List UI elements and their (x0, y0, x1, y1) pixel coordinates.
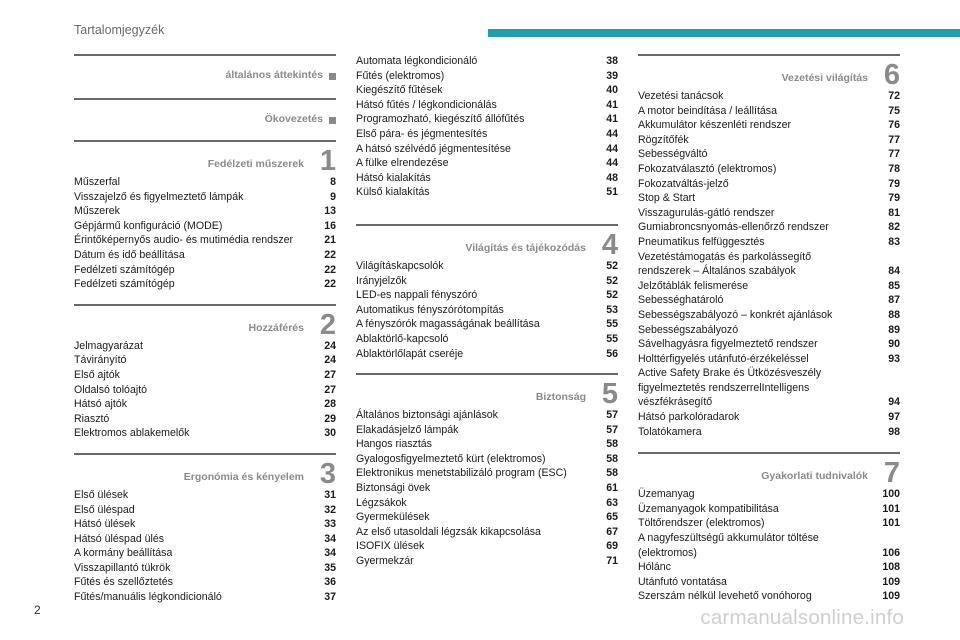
toc-entry-title: Active Safety Brake és Ütközésveszély figyelmeztetés rendszerrelIntelligens vészfékrásegítő (638, 367, 822, 409)
toc-entry-page: 36 (324, 576, 336, 589)
toc-entry[interactable] (638, 425, 900, 440)
toc-entry-page: 33 (324, 518, 336, 531)
toc-entry-title: Gyalogosfigyelmeztető kürt (elektromos) (356, 452, 546, 465)
toc-entry-title: Sebességhatároló (638, 294, 724, 307)
toc-entry-page: 78 (888, 162, 900, 175)
toc-entry[interactable] (638, 147, 900, 162)
toc-entry-title: Világításkapcsolók (356, 259, 444, 272)
toc-entry[interactable] (74, 219, 336, 234)
toc-entry-title: A hátsó szélvédő jégmentesítése (356, 142, 511, 155)
toc-entry-page: 13 (324, 205, 336, 218)
toc-entry[interactable] (74, 397, 336, 412)
toc-entry[interactable] (74, 353, 336, 368)
toc-entry-page: 109 (882, 590, 900, 603)
toc-entry-title: Elektromos ablakemelők (74, 427, 190, 440)
toc-entry[interactable] (638, 352, 900, 367)
toc-section (74, 54, 336, 86)
toc-entry[interactable] (74, 426, 336, 441)
toc-entry-title: Vezetési tanácsok (638, 90, 724, 102)
toc-entry[interactable] (356, 481, 618, 496)
toc-entry[interactable] (74, 546, 336, 561)
toc-entry-title: Fűtés és szellőztetés (74, 576, 173, 589)
toc-entry-title: Első ajtók (74, 368, 120, 381)
toc-entry-title: Műszerfal (74, 176, 120, 188)
toc-column-3 (638, 54, 900, 604)
toc-section (74, 98, 336, 130)
toc-entry[interactable] (356, 303, 618, 318)
toc-entry[interactable] (356, 54, 618, 69)
toc-entry-title: Gépjármű konfiguráció (MODE) (74, 219, 223, 232)
toc-entry-title: Hátsó parkolóradarok (638, 411, 740, 424)
toc-entry-title: Biztonsági övek (356, 482, 431, 495)
toc-entry-page: 22 (324, 263, 336, 276)
toc-section (356, 224, 618, 361)
toc-entry-page: 44 (606, 127, 618, 140)
toc-section (638, 54, 900, 439)
toc-entry-page: 71 (606, 555, 618, 568)
toc-entry-page: 48 (606, 171, 618, 184)
section-header (638, 54, 900, 89)
toc-entry[interactable] (356, 408, 618, 423)
toc-entry-page: 106 (882, 546, 900, 559)
toc-entry[interactable] (356, 127, 618, 142)
toc-entry-page: 52 (606, 289, 618, 302)
toc-entry[interactable] (74, 190, 336, 205)
toc-entry-title: Sebességszabályozó (638, 323, 739, 336)
toc-entry-title: Első üléspad (74, 503, 135, 516)
toc-section (356, 373, 618, 569)
toc-entry-page: 39 (606, 69, 618, 82)
toc-entry-title: Automatikus fényszórótompítás (356, 303, 504, 316)
toc-entry-title: Visszajelző és figyelmeztető lámpák (74, 190, 244, 203)
toc-entry[interactable] (638, 250, 900, 279)
toc-entry-title: Elektronikus menetstabilizáló program (ESC) (356, 467, 567, 480)
toc-entry-title: Fűtés/manuális légkondicionáló (74, 591, 222, 604)
toc-entry-title: Első ülések (74, 488, 129, 501)
toc-entry-title: A fülke elrendezése (356, 157, 449, 170)
toc-entry-page: 88 (888, 308, 900, 321)
toc-entry[interactable] (638, 410, 900, 425)
toc-entry-title: Fokozatváltás-jelző (638, 177, 729, 190)
toc-entry-title: Légzsákok (356, 496, 407, 509)
toc-entry-title: Dátum és idő beállítása (74, 248, 185, 261)
toc-entry-page: 55 (606, 332, 618, 345)
toc-entry-page: 87 (888, 294, 900, 307)
toc-entry-title: Elakadásjelző lámpák (356, 423, 459, 436)
toc-entry-page: 84 (888, 265, 900, 278)
toc-entry-page: 97 (888, 411, 900, 424)
toc-entry[interactable] (638, 502, 900, 517)
toc-entry-title: Üzemanyagok kompatibilitása (638, 502, 779, 515)
toc-entry[interactable] (74, 590, 336, 605)
toc-section (74, 453, 336, 605)
toc-entry[interactable] (74, 277, 336, 292)
toc-entry-page: 38 (606, 55, 618, 67)
toc-entry-title: Automata légkondicionáló (356, 55, 478, 67)
section-header (356, 373, 618, 411)
toc-entry[interactable] (356, 288, 618, 303)
toc-entry-title: A nagyfeszültségű akkumulátor töltése (elektromos) (638, 532, 819, 559)
toc-entry-title: Töltőrendszer (elektromos) (638, 517, 765, 530)
toc-entry-page: 21 (324, 234, 336, 247)
toc-entry-title: Programozható, kiegészítő állófűtés (356, 113, 525, 126)
toc-entry[interactable] (74, 204, 336, 219)
toc-entry-title: Műszerek (74, 205, 120, 218)
toc-entry-title: Az első utasoldali légzsák kikapcsolása (356, 525, 541, 538)
toc-entry[interactable] (356, 259, 618, 274)
toc-entry[interactable] (74, 233, 336, 248)
toc-entry-title: Pneumatikus felfüggesztés (638, 235, 765, 248)
section-header (356, 224, 618, 259)
toc-entry-page: 28 (324, 398, 336, 411)
section-title: Ergonómia és kényelem (183, 470, 304, 483)
toc-entry[interactable] (356, 112, 618, 127)
toc-entry[interactable] (356, 452, 618, 467)
toc-entry[interactable] (356, 317, 618, 332)
toc-entry-page: 8 (330, 176, 336, 188)
section-square-icon (329, 73, 336, 80)
toc-entry-page: 67 (606, 525, 618, 538)
toc-entry-page: 22 (324, 278, 336, 291)
toc-entry-title: Fokozatválasztó (elektromos) (638, 162, 777, 175)
page-header-title: Tartalomjegyzék (74, 23, 165, 37)
toc-entry-title: Üzemanyag (638, 488, 695, 501)
toc-entry-title: A kormány beállítása (74, 547, 173, 560)
section-header (74, 140, 336, 175)
section-title: Hozzáférés (248, 321, 304, 334)
section-header (74, 453, 336, 488)
toc-entry[interactable] (638, 589, 900, 604)
section-number: 7 (883, 457, 900, 490)
toc-entry-title: Gyermekülések (356, 511, 430, 524)
toc-entry[interactable] (638, 308, 900, 323)
toc-entry-title: Riasztó (74, 412, 110, 425)
toc-entry-title: Általános biztonsági ajánlások (356, 409, 498, 422)
toc-entry[interactable] (74, 412, 336, 427)
toc-entry-title: Hangos riasztás (356, 438, 432, 451)
toc-entry[interactable] (638, 89, 900, 104)
section-header (74, 54, 336, 86)
section-title: Fedélzeti műszerek (207, 158, 304, 170)
toc-entry-title: Fedélzeti számítógép (74, 278, 175, 291)
toc-entry-page: 77 (888, 148, 900, 161)
watermark: carmanualsonline.info (700, 606, 904, 629)
toc-entry[interactable] (356, 423, 618, 438)
toc-entry-page: 58 (606, 452, 618, 465)
toc-entry-title: Érintőképernyős audio- és mutimédia rendszer (74, 234, 294, 247)
toc-entry-title: Hátsó ülések (74, 518, 136, 531)
toc-entry[interactable] (638, 337, 900, 352)
toc-entry-page: 52 (606, 274, 618, 287)
toc-entry-title: Akkumulátor készenléti rendszer (638, 119, 792, 132)
toc-entry-page: 69 (606, 540, 618, 553)
toc-entry-page: 57 (606, 409, 618, 422)
toc-entry-page: 53 (606, 303, 618, 316)
toc-entry-page: 79 (888, 192, 900, 205)
toc-entry-title: Rögzítőfék (638, 133, 689, 146)
toc-entry-title: Ablaktörlőlapát cseréje (356, 347, 464, 360)
toc-entry[interactable] (356, 274, 618, 289)
toc-entry-page: 27 (324, 368, 336, 381)
toc-entry[interactable] (356, 83, 618, 98)
toc-entry-page: 52 (606, 259, 618, 272)
toc-entry[interactable] (638, 531, 900, 560)
toc-entry[interactable] (74, 575, 336, 590)
toc-entry-title: Vezetéstámogatás és parkolássegítő rendszerek – Általános szabályok (638, 250, 812, 278)
toc-entry[interactable] (638, 487, 900, 502)
toc-entry[interactable] (638, 575, 900, 590)
toc-column-2 (356, 54, 618, 569)
toc-entry[interactable] (356, 539, 618, 554)
toc-entry-title: Holttérfigyelés utánfutó-érzékeléssel (638, 352, 809, 365)
toc-entry[interactable] (356, 98, 618, 113)
toc-entry-title: Külső kialakítás (356, 186, 430, 199)
toc-entry-page: 16 (324, 219, 336, 232)
section-number: 2 (319, 308, 336, 341)
toc-entry-page: 61 (606, 482, 618, 495)
toc-entry-title: Utánfutó vontatása (638, 575, 727, 588)
toc-section (356, 54, 618, 200)
toc-entry-page: 109 (882, 575, 900, 588)
section-square-icon (329, 117, 336, 124)
toc-entry-title: Első pára- és jégmentesítés (356, 127, 488, 140)
toc-entry-title: Tolatókamera (638, 425, 702, 438)
toc-entry-page: 34 (324, 532, 336, 545)
toc-entry-page: 76 (888, 119, 900, 132)
toc-entry-page: 27 (324, 383, 336, 396)
toc-entry-title: Stop & Start (638, 192, 696, 205)
toc-entry-page: 101 (882, 517, 900, 530)
toc-entry-page: 44 (606, 142, 618, 155)
toc-entry[interactable] (74, 561, 336, 576)
toc-entry-page: 94 (888, 396, 900, 409)
toc-entry-title: Jelmagyarázat (74, 339, 143, 352)
toc-entry-page: 41 (606, 98, 618, 111)
toc-entry-page: 89 (888, 323, 900, 336)
toc-entry-page: 58 (606, 438, 618, 451)
toc-entry-page: 35 (324, 561, 336, 574)
section-title: általános áttekintés (225, 69, 323, 81)
toc-entry[interactable] (74, 339, 336, 354)
section-header (74, 98, 336, 130)
toc-entry-title: Hátsó üléspad ülés (74, 532, 165, 545)
toc-entry[interactable] (74, 368, 336, 383)
toc-entry[interactable] (74, 532, 336, 547)
toc-entry-page: 44 (606, 157, 618, 170)
toc-entry[interactable] (638, 162, 900, 177)
toc-entry-title: Jelzőtáblák felismerése (638, 279, 749, 292)
toc-entry-title: Sávelhagyásra figyelmeztető rendszer (638, 338, 818, 351)
toc-entry[interactable] (638, 206, 900, 221)
toc-entry-page: 32 (324, 503, 336, 516)
header-accent-bar (488, 29, 960, 37)
toc-entry-title: Visszagurulás-gátló rendszer (638, 206, 775, 219)
section-title: Ökovezetés (264, 113, 323, 125)
toc-entry-page: 9 (330, 190, 336, 203)
toc-entry-page: 108 (882, 561, 900, 574)
toc-entry-title: Irányjelzők (356, 274, 407, 287)
toc-entry[interactable] (356, 156, 618, 171)
toc-entry-page: 82 (888, 221, 900, 234)
section-number: 4 (601, 228, 618, 261)
toc-entry-page: 81 (888, 206, 900, 219)
section-number: 6 (883, 59, 900, 91)
toc-entry[interactable] (74, 383, 336, 398)
section-title: Világítás és tájékozódás (465, 241, 586, 254)
toc-entry-title: LED-es nappali fényszóró (356, 289, 478, 302)
toc-entry-title: Sebességváltó (638, 148, 708, 161)
toc-entry[interactable] (356, 496, 618, 511)
toc-entry-page: 40 (606, 84, 618, 97)
toc-entry-page: 51 (606, 186, 618, 199)
toc-entry[interactable] (74, 517, 336, 532)
toc-entry-page: 100 (882, 488, 900, 501)
section-title: Gyakorlati tudnivalók (761, 470, 868, 483)
toc-entry[interactable] (356, 525, 618, 540)
toc-entry[interactable] (356, 171, 618, 186)
toc-entry-title: Gyermekzár (356, 555, 414, 568)
toc-entry-page: 85 (888, 279, 900, 292)
toc-entry-page: 24 (324, 354, 336, 367)
toc-entry-title: Fedélzeti számítógép (74, 263, 175, 276)
toc-entry-page: 41 (606, 113, 618, 126)
toc-entry-title: Hátsó fűtés / légkondicionálás (356, 98, 497, 111)
toc-entry[interactable] (638, 220, 900, 235)
toc-entry[interactable] (74, 248, 336, 263)
toc-entry[interactable] (638, 104, 900, 119)
toc-entry[interactable] (638, 293, 900, 308)
toc-entry-page: 29 (324, 412, 336, 425)
toc-entry-title: Fűtés (elektromos) (356, 69, 445, 82)
toc-entry[interactable] (356, 69, 618, 84)
toc-entry-page: 34 (324, 547, 336, 560)
toc-entry-page: 90 (888, 338, 900, 351)
toc-entry[interactable] (638, 191, 900, 206)
toc-entry[interactable] (356, 554, 618, 569)
toc-section (74, 304, 336, 441)
toc-entry-page: 75 (888, 104, 900, 117)
toc-entry[interactable] (356, 466, 618, 481)
toc-entry[interactable] (356, 332, 618, 347)
toc-entry[interactable] (638, 118, 900, 133)
toc-entry-page: 77 (888, 133, 900, 146)
toc-entry-page: 101 (882, 502, 900, 515)
toc-section (638, 452, 900, 604)
toc-entry-page: 57 (606, 423, 618, 436)
toc-entry-page: 31 (324, 488, 336, 501)
toc-entry-title: Visszapillantó tükrök (74, 561, 171, 574)
toc-entry-title: Hátsó kialakítás (356, 171, 431, 184)
toc-entry-title: Oldalsó tolóajtó (74, 383, 148, 396)
toc-entry[interactable] (638, 133, 900, 148)
toc-entry[interactable] (638, 323, 900, 338)
toc-entry-title: Távirányító (74, 354, 127, 367)
section-number: 3 (319, 457, 336, 490)
toc-entry-title: Hólánc (638, 561, 671, 574)
toc-entry-title: Kiegészítő fűtések (356, 84, 443, 97)
toc-entry-page: 72 (888, 90, 900, 102)
toc-entry-title: ISOFIX ülések (356, 540, 425, 553)
toc-entry[interactable] (356, 437, 618, 452)
section-title: Biztonság (535, 391, 586, 404)
toc-entry-page: 83 (888, 235, 900, 248)
toc-entry-title: A motor beindítása / leállítása (638, 104, 777, 117)
page-number: 2 (34, 603, 41, 617)
toc-entry[interactable] (638, 516, 900, 531)
toc-entry[interactable] (356, 347, 618, 362)
section-number: 1 (319, 145, 336, 177)
toc-entry[interactable] (356, 142, 618, 157)
section-header (638, 452, 900, 490)
section-title: Vezetési világítás (781, 72, 868, 84)
toc-entry[interactable] (638, 279, 900, 294)
toc-entry[interactable] (638, 177, 900, 192)
toc-entry[interactable] (356, 510, 618, 525)
toc-column-1 (74, 54, 336, 605)
section-header (74, 304, 336, 339)
toc-entry-page: 98 (888, 425, 900, 438)
toc-entry-title: Sebességszabályozó – konkrét ajánlások (638, 308, 833, 321)
toc-entry[interactable] (638, 366, 900, 410)
toc-entry-title: Ablaktörlő-kapcsoló (356, 332, 449, 345)
toc-entry[interactable] (74, 503, 336, 518)
toc-section (74, 140, 336, 292)
toc-entry-page: 22 (324, 248, 336, 261)
toc-entry-page: 93 (888, 352, 900, 365)
toc-entry-title: Szerszám nélkül levehető vonóhorog (638, 590, 812, 603)
toc-entry-page: 55 (606, 318, 618, 331)
toc-entry[interactable] (356, 185, 618, 200)
toc-entry[interactable] (74, 488, 336, 503)
toc-entry-title: Hátsó ajtók (74, 398, 127, 411)
toc-entry-page: 79 (888, 177, 900, 190)
toc-entry-title: Gumiabroncsnyomás-ellenőrző rendszer (638, 221, 829, 234)
toc-entry[interactable] (74, 263, 336, 278)
toc-entry[interactable] (638, 560, 900, 575)
toc-entry-page: 63 (606, 496, 618, 509)
toc-entry-page: 65 (606, 511, 618, 524)
toc-entry-title: A fényszórók magasságának beállítása (356, 318, 540, 331)
toc-entry-page: 30 (324, 427, 336, 440)
toc-entry-page: 24 (324, 339, 336, 352)
toc-entry-page: 37 (324, 591, 336, 604)
toc-entry-page: 58 (606, 467, 618, 480)
toc-entry[interactable] (74, 175, 336, 190)
section-number: 5 (601, 378, 618, 411)
toc-entry[interactable] (638, 235, 900, 250)
toc-entry-page: 56 (606, 347, 618, 360)
